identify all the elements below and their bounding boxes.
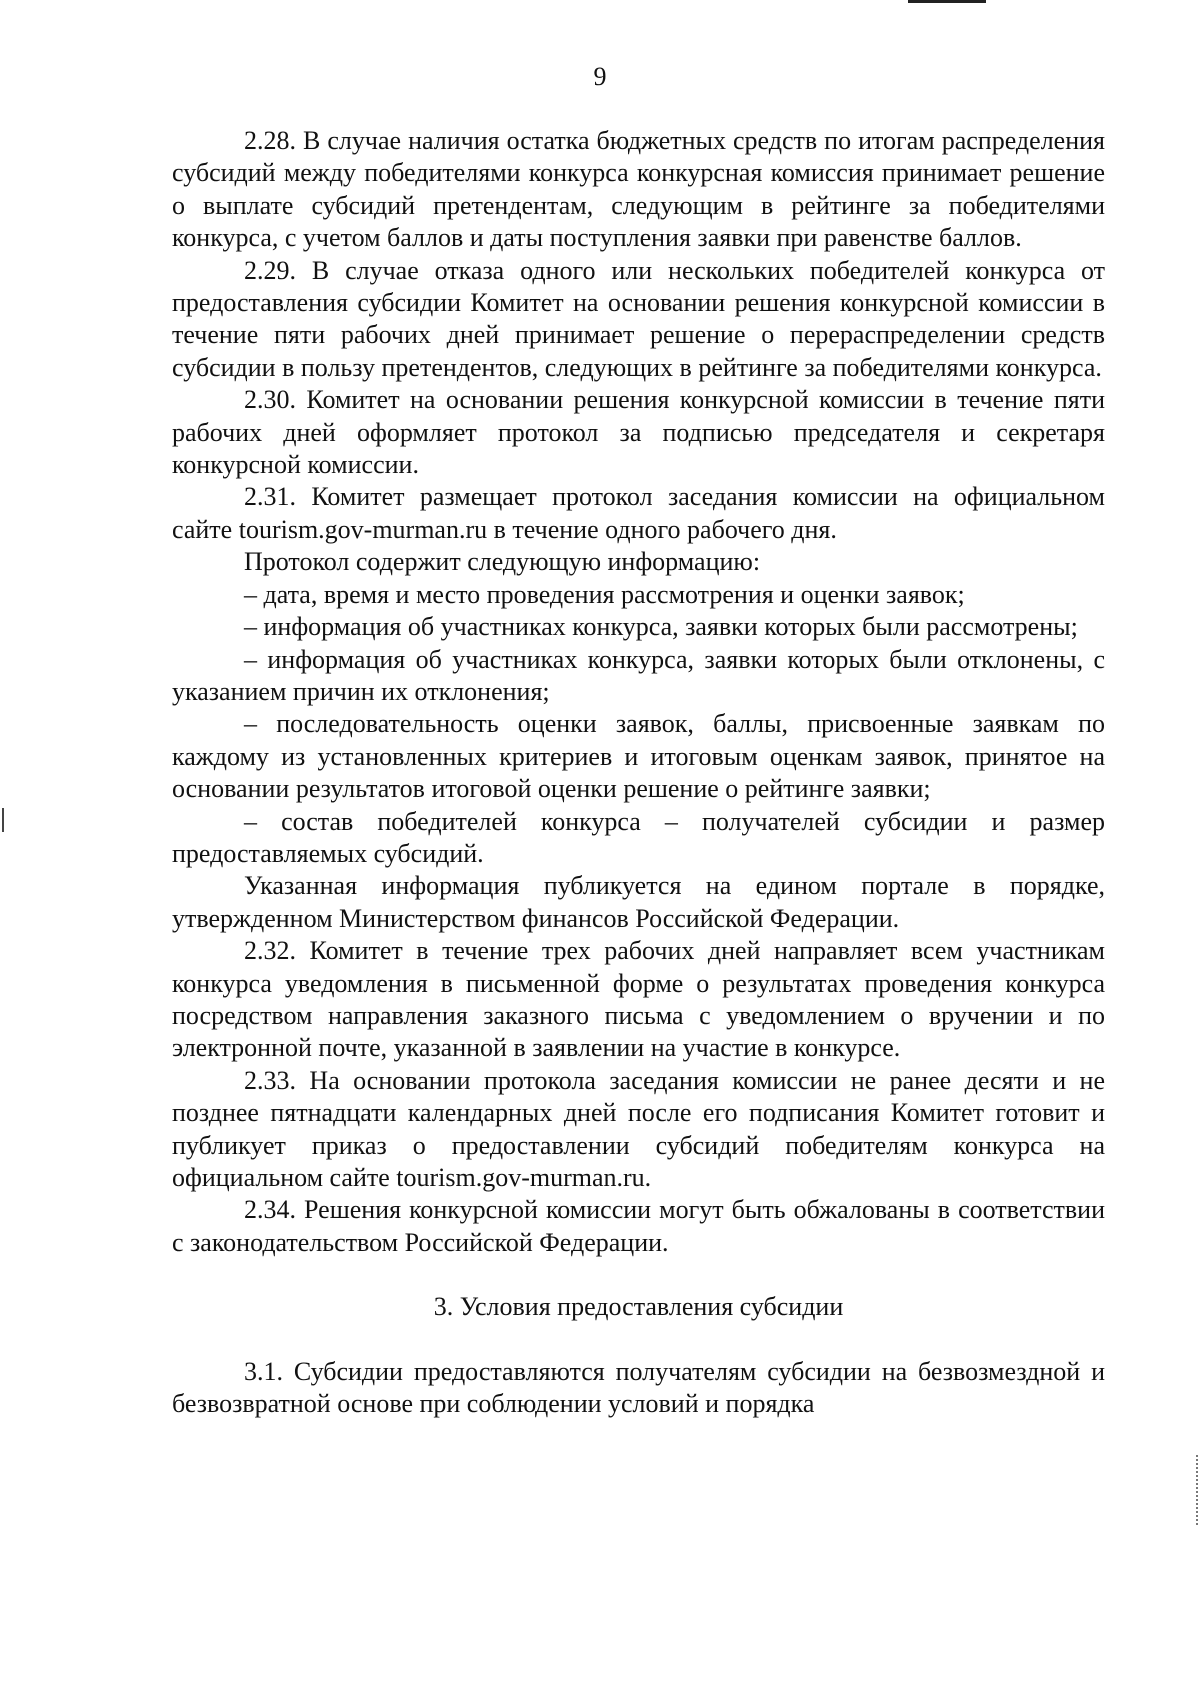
document-body xyxy=(172,125,1105,1420)
scan-artifact-left xyxy=(2,808,4,832)
paragraph-2-30: 2.30. Комитет на основании решения конкурсной комиссии в течение пяти рабочих дней оформляет протокол за подписью председателя и секретаря конкурсной комиссии. xyxy=(172,385,1105,480)
paragraph-2-34: 2.34. Решения конкурсной комиссии могут быть обжалованы в соответствии с законодательством Российской Федерации. xyxy=(172,1195,1105,1257)
list-item-participants-rejected: – информация об участниках конкурса, заявки которых были отклонены, с указанием причин их отклонения; xyxy=(172,644,1105,706)
paragraph-publication: Указанная информация публикуется на едином портале в порядке, утвержденном Министерством финансов Российской Федерации. xyxy=(172,871,1105,933)
list-item-winners: – состав победителей конкурса – получателей субсидии и размер предоставляемых субсидий. xyxy=(172,806,1105,868)
paragraph-3-1: 3.1. Субсидии предоставляются получателям субсидии на безвозмездной и безвозвратной основе при соблюдении условий и порядка xyxy=(172,1356,1105,1419)
paragraph-2-31: 2.31. Комитет размещает протокол заседания комиссии на официальном сайте tourism.gov-murman.ru в течение одного рабочего дня. xyxy=(172,482,1105,544)
list-item-date-time-place: – дата, время и место проведения рассмотрения и оценки заявок; xyxy=(244,579,965,609)
paragraph-2-33: 2.33. На основании протокола заседания комиссии не ранее десяти и не позднее пятнадцати календарных дней после его подписания Комитет готовит и публикует приказ о предоставлении субсидий победителям конкурса на официальном сайте tourism.gov-murman.ru. xyxy=(172,1065,1105,1192)
paragraph-2-28: 2.28. В случае наличия остатка бюджетных средств по итогам распределения субсидий между победителями конкурса конкурсная комиссия принимает решение о выплате субсидий претендентам, следующим в рейтинге за победителями конкурса, с учетом баллов и даты поступления заявки при равенстве баллов. xyxy=(172,126,1105,253)
scan-artifact-right xyxy=(1196,1455,1200,1525)
scan-artifact-top xyxy=(908,0,986,3)
paragraph-protocol-intro: Протокол содержит следующую информацию: xyxy=(244,547,761,577)
section-heading-3: 3. Условия предоставления субсидии xyxy=(433,1292,844,1322)
page-number: 9 xyxy=(593,62,607,91)
list-item-evaluation-sequence: – последовательность оценки заявок, баллы, присвоенные заявкам по каждому из установленных критериев и итоговым оценкам заявок, принятое на основании результатов итоговой оценки решение о рейтинге заявки; xyxy=(172,709,1105,804)
paragraph-2-32: 2.32. Комитет в течение трех рабочих дней направляет всем участникам конкурса уведомления в письменной форме о результатах проведения конкурса посредством направления заказного письма с уведомлением о вручении и по электронной почте, указанной в заявлении на участие в конкурсе. xyxy=(172,936,1105,1063)
paragraph-2-29: 2.29. В случае отказа одного или нескольких победителей конкурса от предоставления субсидии Комитет на основании решения конкурсной комиссии в течение пяти рабочих дней принимает решение о перераспределении средств субсидии в пользу претендентов, следующих в рейтинге за победителями конкурса. xyxy=(172,255,1105,382)
list-item-participants-reviewed: – информация об участниках конкурса, заявки которых были рассмотрены; xyxy=(244,612,1078,642)
